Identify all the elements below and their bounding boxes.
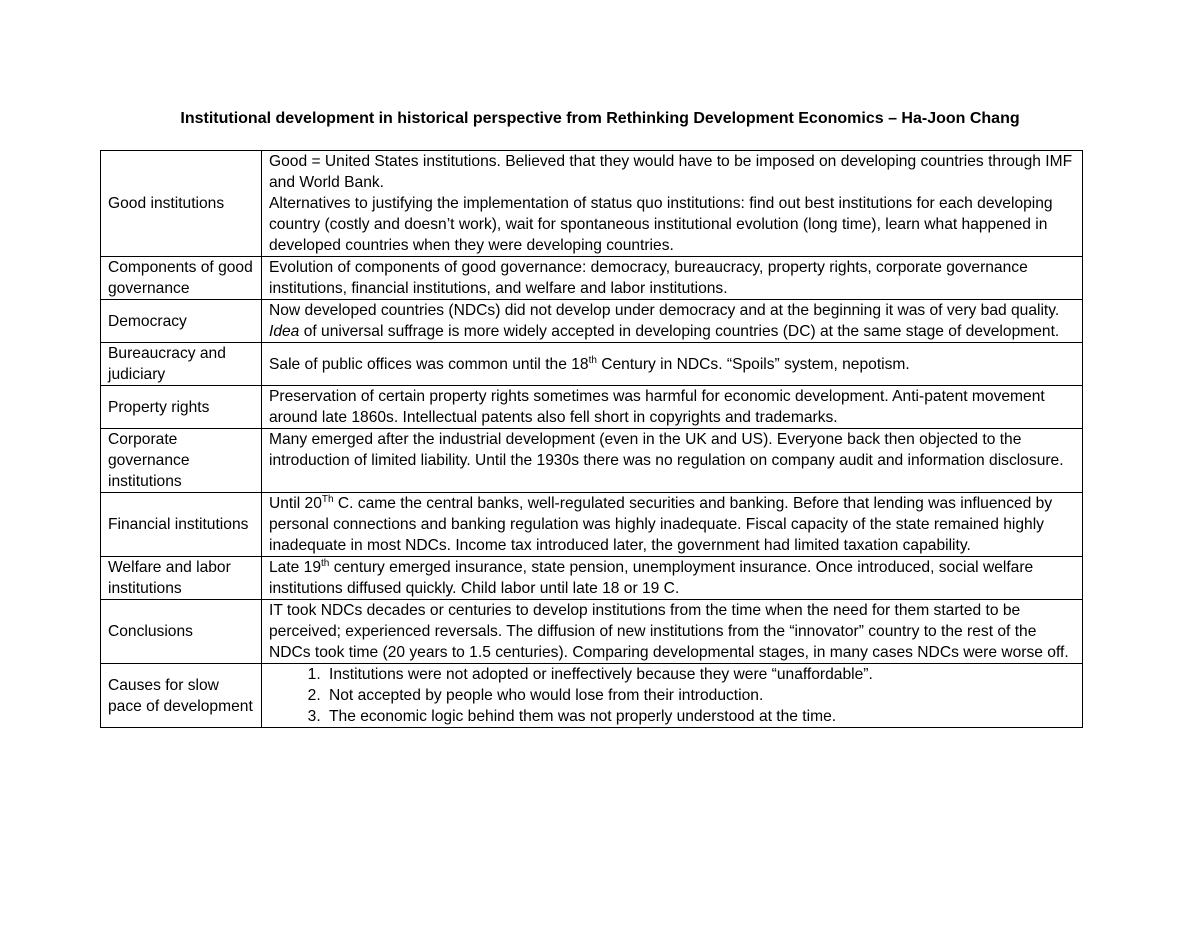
superscript: Th [321, 493, 334, 505]
row-label: Property rights [101, 386, 262, 429]
row-content [262, 557, 1083, 600]
table-row [101, 664, 1083, 728]
table-row [101, 557, 1083, 600]
table-row [101, 493, 1083, 557]
table-row [101, 300, 1083, 343]
row-label: Corporate governance institutions [101, 429, 262, 493]
institutions-table [100, 150, 1083, 728]
row-content [262, 151, 1083, 257]
row-label: Financial institutions [101, 493, 262, 557]
italic-text: Idea [269, 323, 300, 340]
table-row [101, 257, 1083, 300]
row-content: Preservation of certain property rights sometimes was harmful for economic development. Anti-patent movement around late 1860s. Intellectual patents also fell short in copyrights and trademarks. [262, 386, 1083, 429]
row-label: Good institutions [101, 151, 262, 257]
table-row [101, 386, 1083, 429]
table-row [101, 151, 1083, 257]
row-label: Components of good governance [101, 257, 262, 300]
superscript: th [321, 557, 330, 569]
row-content [262, 300, 1083, 343]
row-content [262, 343, 1083, 386]
list-item: 2. Not accepted by people who would lose from their introduction. [325, 685, 1075, 706]
text-segment: Late 19 [269, 559, 322, 576]
row-content: Evolution of components of good governance: democracy, bureaucracy, property rights, corporate governance institutions, financial institutions, and welfare and labor institutions. [262, 257, 1083, 300]
superscript: th [588, 354, 597, 366]
row-content: IT took NDCs decades or centuries to develop institutions from the time when the need for them started to be perceived; experienced reversals. The diffusion of new institutions from the “innovator” country to the rest of the NDCs took time (20 years to 1.5 centuries). Comparing developmental stages, in many cases NDCs were worse off. [262, 600, 1083, 664]
text-segment: C. came the central banks, well-regulated securities and banking. Before that lending was influenced by personal connections and banking regulation was highly inadequate. Fiscal capacity of the state remained highly inadequate in most NDCs. Income tax introduced later, the government had limited taxation capability. [269, 495, 1053, 554]
list-item: 1. Institutions were not adopted or ineffectively because they were “unaffordable”. [325, 664, 1075, 685]
table-row [101, 343, 1083, 386]
row-label: Bureaucracy and judiciary [101, 343, 262, 386]
text-segment: of universal suffrage is more widely accepted in developing countries (DC) at the same stage of development. [299, 323, 1060, 340]
row-content [262, 664, 1083, 728]
row-label: Democracy [101, 300, 262, 343]
row-content: Many emerged after the industrial development (even in the UK and US). Everyone back then objected to the introduction of limited liability. Until the 1930s there was no regulation on company audit and information disclosure. [262, 429, 1083, 493]
text-segment: Until 20 [269, 495, 322, 512]
text-segment: Now developed countries (NDCs) did not develop under democracy and at the beginning it was of very bad quality. [269, 302, 1060, 319]
table-row [101, 600, 1083, 664]
text-segment: Century in NDCs. “Spoils” system, nepotism. [596, 355, 910, 373]
table-row [101, 429, 1083, 493]
row-label: Conclusions [101, 600, 262, 664]
row-label: Welfare and labor institutions [101, 557, 262, 600]
paragraph: Good = United States institutions. Believed that they would have to be imposed on developing countries through IMF and World Bank. [269, 153, 1073, 191]
text-segment: Sale of public offices was common until the 18 [269, 355, 589, 373]
row-content [262, 493, 1083, 557]
row-label: Causes for slow pace of development [101, 664, 262, 728]
text-segment: century emerged insurance, state pension, unemployment insurance. Once introduced, social welfare institutions diffused quickly. Child labor until late 18 or 19 C. [269, 559, 1034, 597]
paragraph: Alternatives to justifying the implementation of status quo institutions: find out best institutions for each developing country (costly and doesn’t work), wait for spontaneous institutional evolution (long time), learn what happened in developed countries when they were developing countries. [269, 195, 1053, 254]
causes-list [269, 664, 1075, 727]
list-item: 3. The economic logic behind them was not properly understood at the time. [325, 706, 1075, 727]
document-title: Institutional development in historical perspective from Rethinking Development Economics – Ha-Joon Chang [180, 110, 1020, 127]
